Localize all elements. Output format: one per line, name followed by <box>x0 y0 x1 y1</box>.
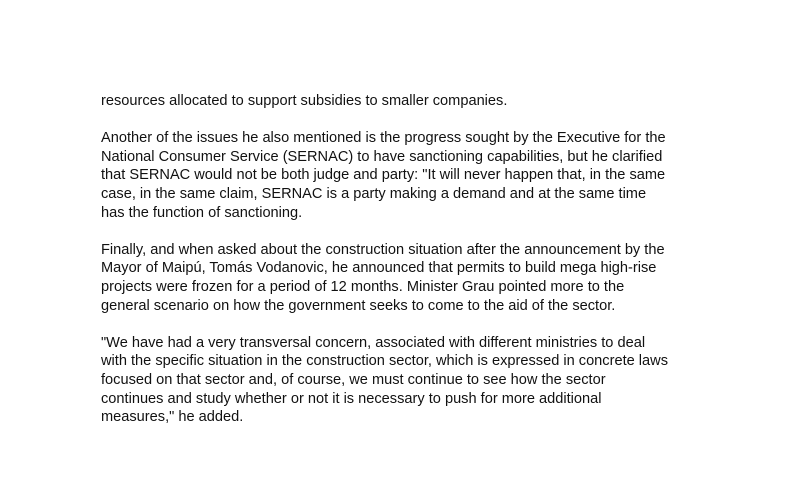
paragraph: "We have had a very transversal concern, associated with different ministries to deal with the specific situation in the construction sector, which is expressed in concrete laws focused on that sector and, of course, we must continue to see how the sector continues and study whether or not it is necessary to push for more additional measures," he added. <box>101 334 668 426</box>
article-body <box>101 92 731 445</box>
paragraph: Finally, and when asked about the construction situation after the announcement by the Mayor of Maipú, Tomás Vodanovic, he announced that permits to build mega high-rise projects were frozen for a period of 12 months. Minister Grau pointed more to the general scenario on how the government seeks to come to the aid of the sector. <box>101 241 665 314</box>
paragraph: Another of the issues he also mentioned is the progress sought by the Executive for the National Consumer Service (SERNAC) to have sanctioning capabilities, but he clarified that SERNAC would not be both judge and party: "It will never happen that, in the same case, in the same claim, SERNAC is a party making a demand and at the same time has the function of sanctioning. <box>101 130 666 221</box>
paragraph: resources allocated to support subsidies to smaller companies. <box>101 93 508 109</box>
